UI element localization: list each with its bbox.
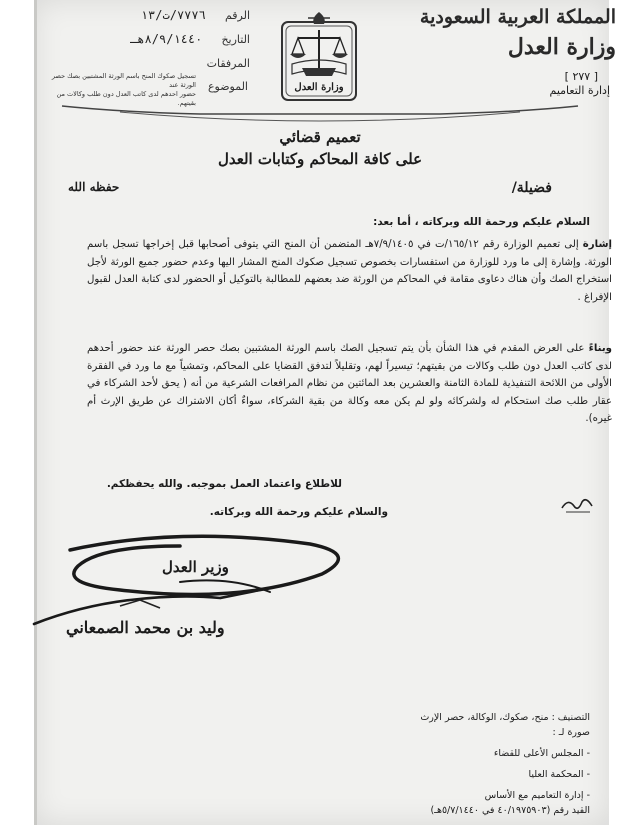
circular-subtitle: على كافة المحاكم وكتابات العدل	[217, 150, 423, 168]
subject-line-1: تسجيل صكوك المنح باسم الورثة المشتبين بصك حصر الورثة عند	[51, 72, 196, 89]
number-value: ٧٧٧٦/ت/١٣	[140, 8, 206, 22]
ministry-name: وزارة العدل	[507, 34, 616, 60]
kingdom-name: المملكة العربية السعودية	[419, 6, 616, 28]
circular-title: تعميم قضائي	[279, 128, 361, 146]
signatory-name: وليد بن محمد الصمعاني	[66, 618, 225, 637]
attachments-label: المرفقات	[206, 57, 250, 70]
ministry-emblem	[278, 8, 360, 102]
closing-instruction: للاطلاع واعتماد العمل بموجبه. والله يحفظكم.	[106, 478, 342, 490]
closing-greeting: والسلام عليكم ورحمة الله وبركاته.	[209, 506, 388, 518]
handwritten-initials-icon	[560, 494, 596, 516]
recipient-item: - إدارة التعاميم مع الأساس	[484, 790, 590, 801]
subject-line-2: حضور احدهم لدى كاتب العدل دون طلب وكالات من بقيتهم.	[56, 90, 196, 107]
header-divider	[60, 104, 580, 130]
date-label: التاريخ	[221, 33, 250, 46]
meta-number-row	[60, 4, 250, 23]
paragraph-2-lead: وبناءً	[588, 343, 612, 354]
paragraph-1-text: إلى تعميم الوزارة رقم ١٦٥/١٢/ت في ٧/٩/١٤٠٥هـ المتضمن أن المنح التي يتوفى أصحابها قبل إخراجها تسجل باسم الورثة. وإشارة إلى ما ورد للوزارة من استفسارات بخصوص تسجيل صكوك المنح المشار اليها وعدم حضور جميع الورثة لأجل استخراج الصك وأن هناك دعاوى مقامة في المحاكم من الورثة ضد بعضهم للمطالبة بالتوكيل أو الحضور لدى كتابة العدل لقبول الإفراغ .	[87, 239, 612, 303]
department-name: إدارة التعاميم	[549, 84, 610, 97]
registry-number: القيد رقم (٤٠/١٩٧٥٩٠٣ في ٥/٧/١٤٤٠هـ)	[430, 805, 590, 816]
meta-attachments-row	[60, 52, 250, 71]
date-value: ٨/٩/١٤٤٠هـ	[130, 32, 203, 46]
initials-mark	[560, 494, 596, 520]
seal-text: وزارة العدل	[294, 82, 344, 93]
paragraph-1-lead: إشارة	[582, 239, 612, 250]
subject-label: الموضوع	[207, 80, 248, 93]
addressee: فضيلة/	[511, 180, 552, 196]
meta-date-row	[60, 28, 250, 47]
paragraph-2	[87, 340, 612, 428]
footer-block	[420, 710, 590, 818]
circular-number-badge: [ ٢٧٧ ]	[564, 70, 598, 83]
classification: التصنيف : منح، صكوك، الوكالة، حصر الإرث	[420, 712, 590, 723]
blessing: حفظه الله	[68, 180, 120, 194]
recipient-item: - المحكمة العليا	[528, 769, 590, 780]
paragraph-2-text: على العرض المقدم في هذا الشأن بأن يتم تسجيل الصك باسم الورثة المشتبين بصك حصر الورثة عند حضور أحدهم لدى كاتب العدل دون طلب وكالات من بقيتهم؛ تيسيراً لهم، وتقليلاً لتدفق القضايا على المحاكم، وتمشياً مع ما ورد في الفقرة الأولى من اللائحة التنفيذية للمادة الثامنة والعشرين بعد المائتين من نظام المرافعات الشرعية من أنه ( يحق لأحد الشركاء في عقار طلب صك استحكام له ولشركائه ولو لم يكن معه وكالة من بقية الشركاء، سواءٌ أكان الاشتراك عن طريق الإرث أم غيره).	[87, 343, 612, 424]
recipient-item: - المجلس الأعلى للقضاء	[493, 748, 590, 759]
number-label: الرقم	[224, 9, 250, 22]
scan-edge	[34, 0, 37, 825]
copy-to-label: صورة لـ :	[552, 727, 590, 738]
signatory-position: وزير العدل	[162, 558, 229, 576]
paragraph-1	[87, 236, 612, 306]
greeting: السلام عليكم ورحمة الله وبركاته ، أما بعد:	[373, 216, 590, 228]
meta-subject-row	[48, 72, 248, 108]
